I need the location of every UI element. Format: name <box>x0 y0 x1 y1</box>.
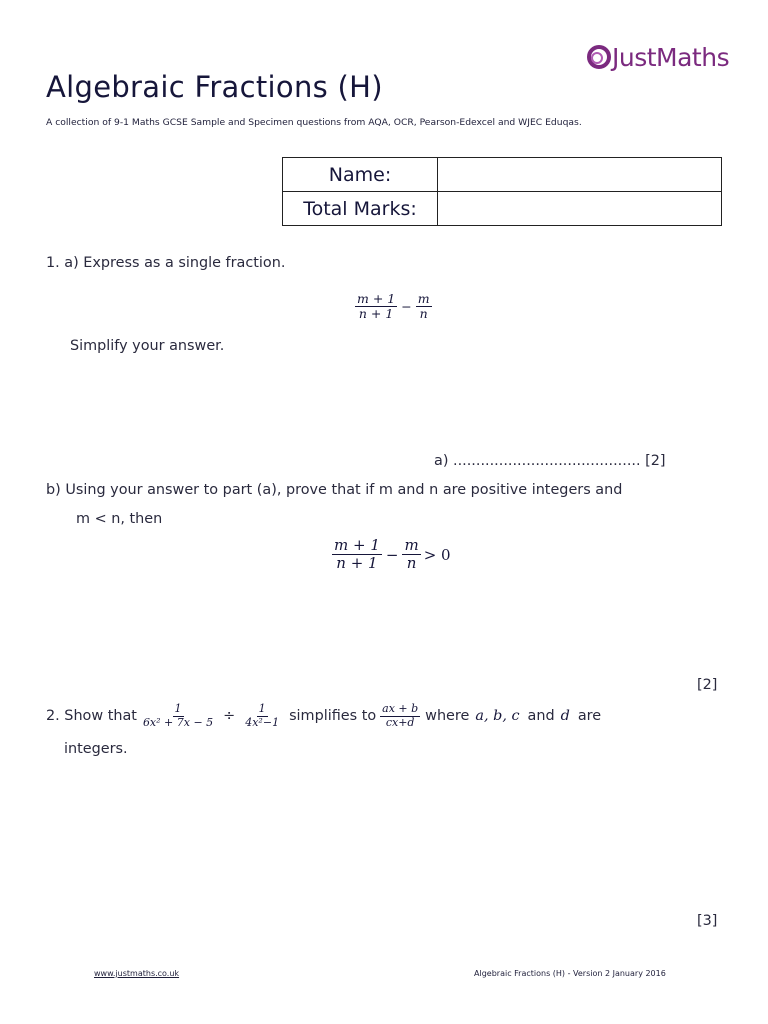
q1a-prompt: 1. a) Express as a single fraction. <box>46 255 286 271</box>
q1a-f2-numerator: m <box>417 291 430 306</box>
q1b-f2-numerator: m <box>404 536 419 554</box>
q2-and: and <box>527 708 555 725</box>
name-label: Name: <box>283 158 438 192</box>
page-title: Algebraic Fractions (H) <box>46 70 383 104</box>
q2-are: are <box>577 708 602 725</box>
q1a-answer-line: a) ......................................... [2] <box>434 453 666 469</box>
name-field[interactable] <box>438 158 722 192</box>
total-marks-row <box>283 192 722 226</box>
q1b-prompt: b) Using your answer to part (a), prove that if m and n are positive integers and <box>46 482 623 498</box>
q1b-operator: − <box>385 545 399 564</box>
footer-website-link[interactable]: www.justmaths.co.uk <box>94 969 180 978</box>
q2-fraction-1 <box>141 703 215 729</box>
q1b-fraction-1 <box>332 537 382 573</box>
q1a-f2-denominator: n <box>419 306 428 322</box>
justmaths-swirl-icon <box>586 44 612 70</box>
footer-doc-info: Algebraic Fractions (H) - Version 2 January 2016 <box>474 969 666 978</box>
total-marks-field[interactable] <box>438 192 722 226</box>
q2-fraction-2 <box>243 703 281 729</box>
justmaths-logo <box>586 42 729 72</box>
student-info-table <box>282 157 722 226</box>
total-marks-label: Total Marks: <box>283 192 438 226</box>
q1a-expression <box>355 292 432 322</box>
q1b-relation: > 0 <box>423 545 451 564</box>
q2-var-d: d <box>560 708 570 725</box>
q2-simplifies-to: simplifies to <box>289 708 377 725</box>
q1b-prompt-line2: m < n, then <box>76 511 163 527</box>
q1b-f2-denominator: n <box>406 554 417 573</box>
q2-where: where <box>425 708 470 725</box>
q2-result-denominator: cx+d <box>385 715 415 729</box>
q1a-f1-denominator: n + 1 <box>358 306 394 322</box>
page-subtitle: A collection of 9-1 Maths GCSE Sample and Specimen questions from AQA, OCR, Pearson-Edexcel and WJEC Eduqas. <box>46 117 582 128</box>
q2-fraction-result <box>380 703 420 729</box>
brand-name: JustMaths <box>612 42 730 72</box>
q1a-f1-numerator: m + 1 <box>357 291 396 306</box>
q1a-fraction-2 <box>416 292 432 322</box>
q2-prefix: 2. Show that <box>46 708 137 725</box>
q1b-marks: [2] <box>697 677 718 693</box>
q1b-fraction-2 <box>402 537 420 573</box>
q2-prompt <box>46 703 601 729</box>
q2-divide-operator: ÷ <box>223 708 236 725</box>
q1a-fraction-1 <box>355 292 397 322</box>
q1a-operator: − <box>401 299 412 315</box>
q1b-expression <box>332 537 451 573</box>
q2-f2-numerator: 1 <box>258 702 266 715</box>
q1a-simplify: Simplify your answer. <box>70 338 225 354</box>
q2-vars: a, b, c <box>475 708 520 725</box>
q2-marks: [3] <box>697 913 718 929</box>
q2-f1-denominator: 6x² + 7x − 5 <box>142 715 214 729</box>
q2-prompt-line2: integers. <box>64 741 128 757</box>
q2-result-numerator: ax + b <box>382 702 419 715</box>
q1b-f1-numerator: m + 1 <box>334 536 380 554</box>
q1b-f1-denominator: n + 1 <box>336 554 378 573</box>
q2-f2-denominator: 4x²−1 <box>245 715 280 729</box>
name-row <box>283 158 722 192</box>
q2-f1-numerator: 1 <box>174 702 182 715</box>
